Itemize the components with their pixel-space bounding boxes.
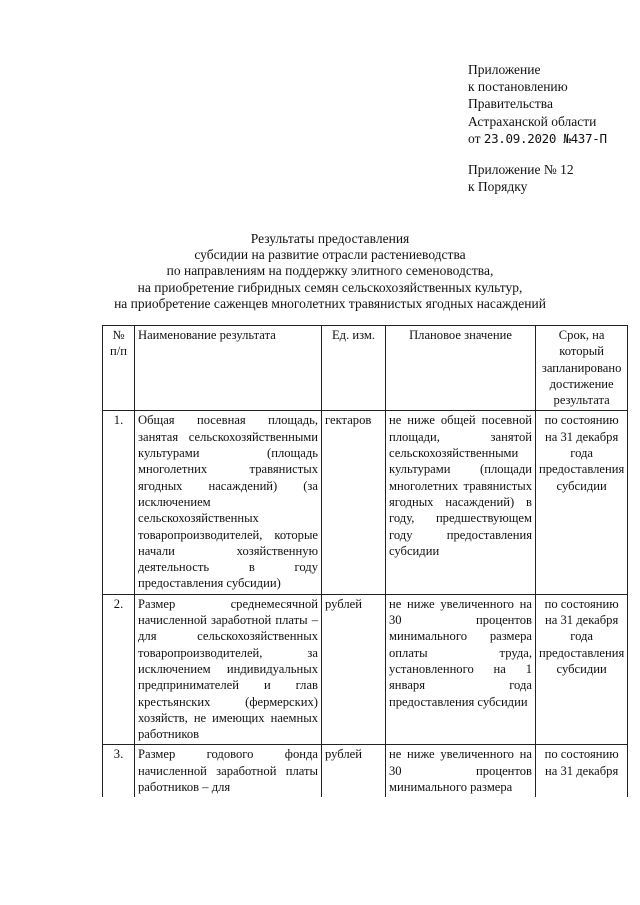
header-line: Приложение xyxy=(468,62,541,77)
table-row xyxy=(103,745,628,797)
row-number: 1. xyxy=(103,411,135,594)
result-unit: гектаров xyxy=(322,411,386,594)
title-line: на приобретение гибридных семян сельскохозяйственных культур, xyxy=(137,279,523,295)
row-number: 2. xyxy=(103,594,135,745)
table-header-row xyxy=(103,326,628,411)
title-line: на приобретение саженцев многолетних травянистых ягодных насаждений xyxy=(114,295,546,311)
header-name: Наименование результата xyxy=(135,326,322,411)
title-line: субсидии на развитие отрасли растениеводства xyxy=(194,247,466,263)
result-unit: рублей xyxy=(322,745,386,797)
appendix-header xyxy=(468,61,607,195)
header-date xyxy=(468,130,607,147)
table-row xyxy=(103,411,628,594)
header-unit: Ед. изм. xyxy=(322,326,386,411)
header-line: Правительства xyxy=(468,96,553,112)
row-number: 3. xyxy=(103,745,135,797)
result-unit: рублей xyxy=(322,594,386,745)
result-term: по состоянию на 31 декабря года предоставления субсидии xyxy=(536,411,628,594)
plan-value: не ниже увеличенного на 30 процентов минимального размера оплаты труда, установленного на 1 января года предоставления субсидии xyxy=(386,594,536,745)
appendix-number: Приложение № 12 xyxy=(468,162,574,178)
header-line: Астраханской области xyxy=(468,113,597,129)
results-table xyxy=(102,325,628,797)
header-num: № п/п xyxy=(103,326,135,411)
date-number: 23.09.2020 №437-П xyxy=(483,130,607,146)
date-prefix: от xyxy=(468,130,481,146)
title-line: по направлениям на поддержку элитного семеноводства, xyxy=(166,263,494,279)
header-line: к постановлению xyxy=(468,79,568,95)
header-term: Срок, на который запланировано достижение результата xyxy=(536,326,628,411)
header-plan: Плановое значение xyxy=(386,326,536,411)
result-name: Общая посевная площадь, занятая сельскохозяйственными культурами (площадь многолетних травянистых ягодных насаждений) (за исключением сельскохозяйственных товаропроизводителей, которые начали хозяйственную деятельность в году предоставления субсидии) xyxy=(135,411,322,594)
table-row xyxy=(103,594,628,745)
title-line: Результаты предоставления xyxy=(250,231,410,246)
plan-value: не ниже увеличенного на 30 процентов минимального размера xyxy=(386,745,536,797)
result-term: по состоянию на 31 декабря xyxy=(536,745,628,797)
plan-value: не ниже общей посевной площади, занятой сельскохозяйственными культурами (площади многолетних травянистых ягодных насаждений) в году, предшествующем году предоставления субсидии xyxy=(386,411,536,594)
page-continuation-mask xyxy=(0,830,640,905)
result-term: по состоянию на 31 декабря года предоставления субсидии xyxy=(536,594,628,745)
document-title xyxy=(60,231,600,312)
appendix-reference: к Порядку xyxy=(468,179,528,195)
result-name: Размер среднемесячной начисленной заработной платы – для сельскохозяйственных товаропроизводителей, за исключением индивидуальных предпринимателей и глав крестьянских (фермерских) хозяйств, не имеющих наемных работников xyxy=(135,594,322,745)
result-name: Размер годового фонда начисленной заработной платы работников – для xyxy=(135,745,322,797)
